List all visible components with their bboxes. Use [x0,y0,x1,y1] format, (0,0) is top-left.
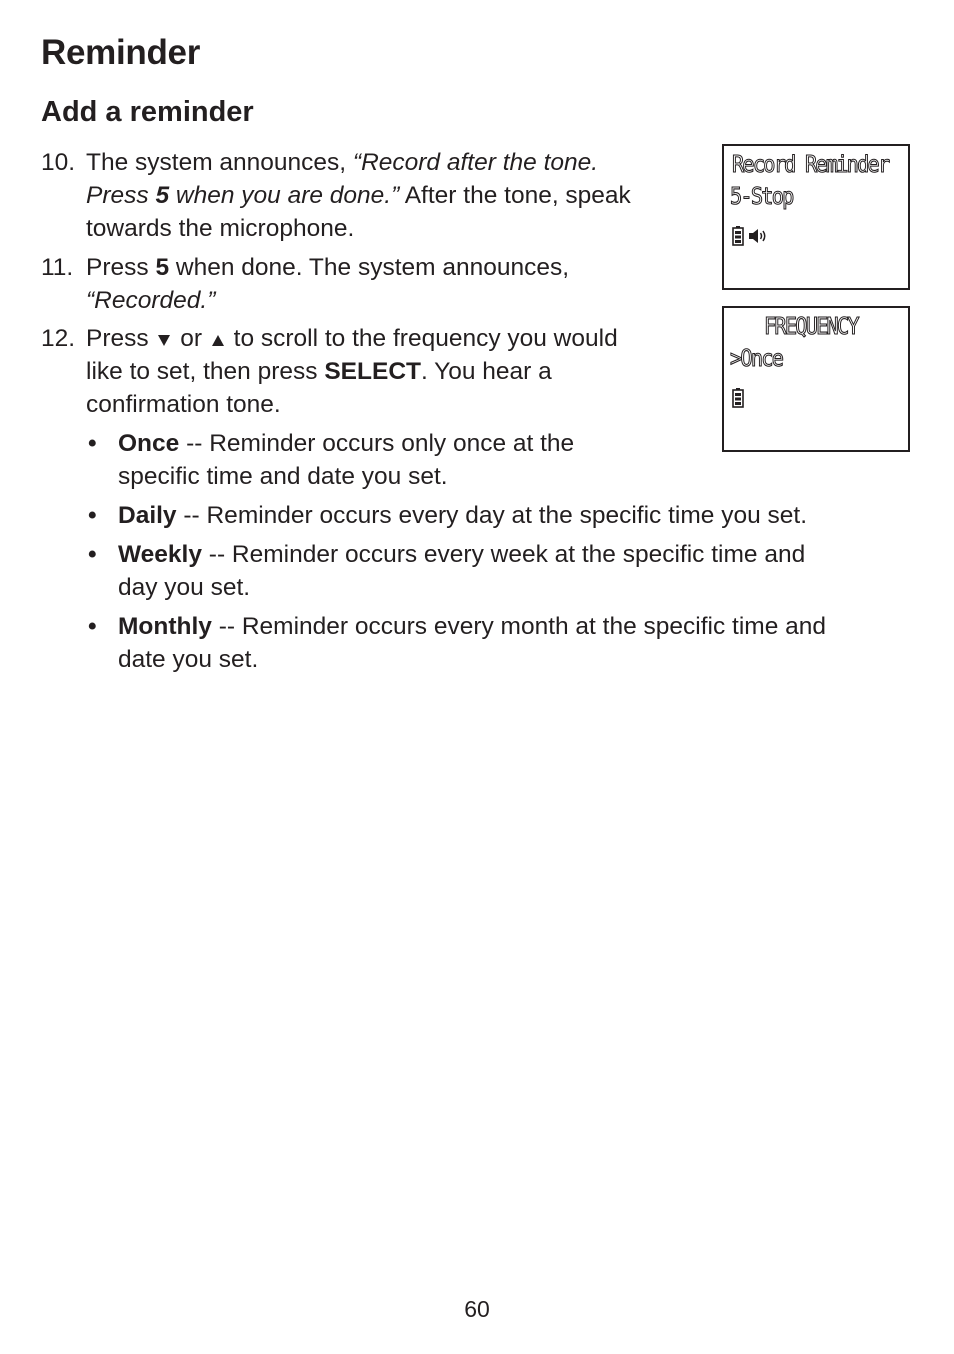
step-number: 12. [41,325,76,352]
step-text-part: to scroll to the frequency you would [226,325,618,352]
step-text-part: Press [86,325,156,352]
step-text [86,322,701,421]
handset-screen-record [722,144,910,290]
key-label: 5 [155,182,170,209]
step-text-part: . You hear a [420,358,552,385]
bullet-desc: -- Reminder occurs every month at the specific time and [211,613,827,640]
step-text-part: when done. The system announces, [169,254,570,281]
down-arrow-icon [157,333,171,347]
screen-status-icons [732,388,744,408]
bullet-desc: date you set. [118,646,259,673]
up-arrow-icon [211,333,225,347]
step-text-part: like to set, then press [86,358,325,385]
step-quote-part: Press [86,182,156,209]
battery-icon [732,226,744,246]
key-label: 5 [155,254,170,281]
step-quote-part: when you are done.” [169,182,400,209]
step-text-part: The system announces, [86,149,353,176]
step-text-part: towards the microphone. [86,215,355,242]
battery-icon [732,388,744,408]
key-label: SELECT [324,358,421,385]
screen-line-1: Record Reminder [732,152,889,178]
bullet-desc: specific time and date you set. [118,463,448,490]
step-text-part: Press [86,254,156,281]
screen-line-2: 5-Stop [730,184,793,210]
page-number: 60 [464,1296,490,1322]
step-text-part: or [173,325,209,352]
section-title: Add a reminder [41,96,254,128]
bullet-dot: • [88,502,97,529]
step-quote-part: “Record after the tone. [352,149,599,176]
step-number: 11. [41,254,74,281]
bullet-text [118,610,826,676]
bullet-dot: • [88,430,97,457]
step-text-part: After the tone, speak [399,182,631,209]
bullet-desc: -- Reminder occurs every week at the specific time and [202,541,806,568]
step-text [86,146,701,245]
bullet-desc: -- Reminder occurs only once at the [179,430,575,457]
bullet-dot: • [88,613,97,640]
screen-status-icons [732,226,768,246]
bullet-desc: day you set. [118,574,251,601]
screen-line-2: >Once [730,346,783,372]
step-quote: “Recorded.” [86,287,216,314]
handset-screen-frequency [722,306,910,452]
speaker-icon [748,228,768,244]
step-text [86,251,701,317]
bullet-term: Weekly [118,541,202,568]
bullet-dot: • [88,541,97,568]
bullet-text [118,499,807,532]
bullet-text [118,427,574,493]
step-number: 10. [41,149,76,176]
bullet-term: Daily [118,502,177,529]
bullet-term: Monthly [118,613,212,640]
bullet-desc: -- Reminder occurs every day at the specific time you set. [176,502,807,529]
step-text-part: confirmation tone. [86,391,281,418]
bullet-text [118,538,805,604]
screen-line-1: FREQUENCY [764,314,858,340]
page-title: Reminder [41,33,201,72]
bullet-term: Once [118,430,180,457]
